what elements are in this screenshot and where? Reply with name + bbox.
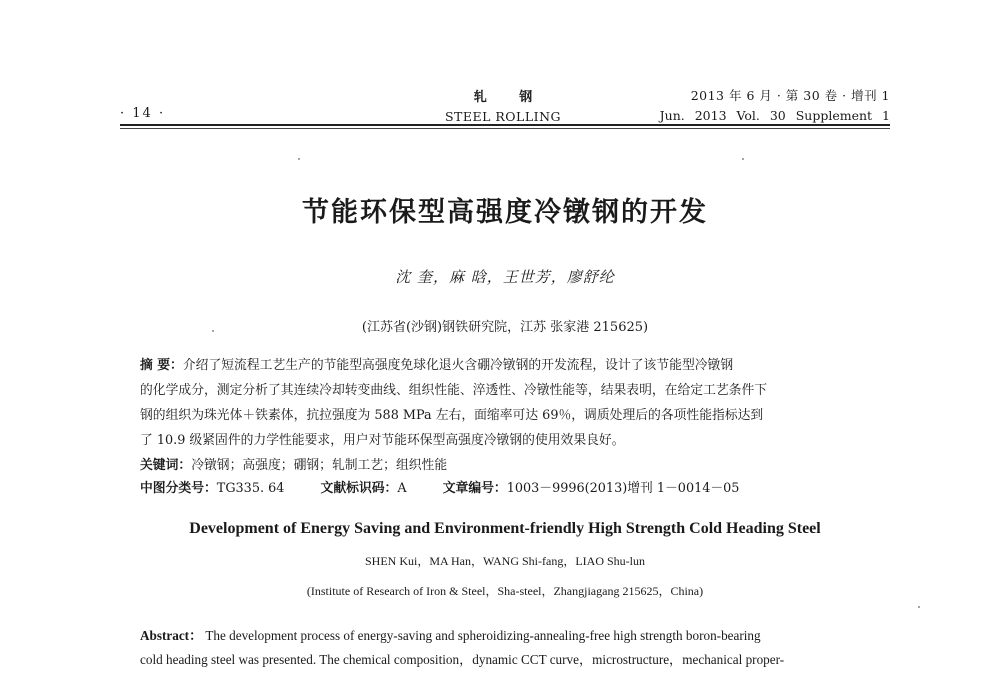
- issue-info: [660, 86, 890, 123]
- scan-speck: [742, 158, 744, 160]
- doc-code-label: 文献标识码：: [320, 481, 398, 496]
- authors-en: SHEN Kui，MA Han，WANG Shi-fang，LIAO Shu-lun: [365, 554, 645, 568]
- issue-info-cn: 2013 年 6 月 · 第 30 卷 · 增刊 1: [690, 88, 890, 103]
- scan-speck: [298, 158, 300, 160]
- authors-cn: 沈 奎，麻 晗，王世芳，廖舒纶: [395, 268, 615, 286]
- journal-name-cn: 轧 钢: [473, 90, 547, 105]
- abstract-label-cn: 摘 要：: [140, 358, 183, 373]
- abstract-label-en: Abstract：: [140, 628, 203, 643]
- abstract-en-line: [140, 624, 878, 648]
- journal-name-en: STEEL ROLLING: [444, 109, 562, 124]
- page-number: · 14 ·: [120, 106, 166, 121]
- header-rule-thin: [120, 128, 890, 129]
- affiliation-cn: (江苏省(沙钢)钢铁研究院，江苏 张家港 215625): [361, 320, 649, 335]
- abstract-cn-line: [140, 353, 878, 378]
- affiliation-en: (Institute of Research of Iron & Steel，Sha-steel，Zhangjiagang 215625，China): [306, 584, 704, 598]
- abstract-en-line: cold heading steel was presented. The chemical composition，dynamic CCT curve，microstructure，mechanical proper-: [140, 652, 785, 667]
- classification-line: [140, 477, 739, 496]
- article-number-label: 文章编号：: [442, 481, 507, 496]
- doc-code-value: A: [397, 481, 407, 496]
- keywords-line: [140, 453, 878, 478]
- abstract-cn-text: 介绍了短流程工艺生产的节能型高强度免球化退火含硼冷镦钢的开发流程，设计了该节能型冷镦钢: [182, 358, 734, 373]
- running-header: [120, 86, 890, 126]
- article-title-en: Development of Energy Saving and Environment-friendly High Strength Cold Heading Steel: [189, 520, 821, 537]
- scan-speck: [918, 606, 920, 608]
- issue-info-en: Jun. 2013 Vol. 30 Supplement 1: [659, 108, 890, 123]
- abstract-en: [140, 624, 878, 672]
- article-title-cn: 节能环保型高强度冷镦钢的开发: [302, 197, 708, 228]
- clc-label: 中图分类号：: [140, 481, 217, 496]
- clc-value: TG335. 64: [216, 481, 285, 496]
- keywords-text: 冷镦钢；高强度；硼钢；轧制工艺；组织性能: [191, 458, 448, 473]
- abstract-en-text: The development process of energy-saving and spheroidizing-annealing-free high strength boron-bearing: [205, 628, 761, 643]
- keywords-label: 关键词：: [140, 458, 192, 473]
- article-number-value: 1003－9996(2013)增刊 1－0014－05: [506, 481, 740, 496]
- abstract-cn: [140, 353, 878, 478]
- journal-name: [438, 86, 568, 124]
- abstract-cn-line: 了 10.9 级紧固件的力学性能要求，用户对节能环保型高强度冷镦钢的使用效果良好。: [140, 433, 625, 448]
- header-rule: [120, 124, 890, 126]
- abstract-cn-line: 钢的组织为珠光体＋铁素体，抗拉强度为 588 MPa 左右，面缩率可达 69％，调质处理后的各项性能指标达到: [140, 408, 764, 423]
- abstract-cn-line: 的化学成分，测定分析了其连续冷却转变曲线、组织性能、淬透性、冷镦性能等，结果表明，在给定工艺条件下: [140, 383, 768, 398]
